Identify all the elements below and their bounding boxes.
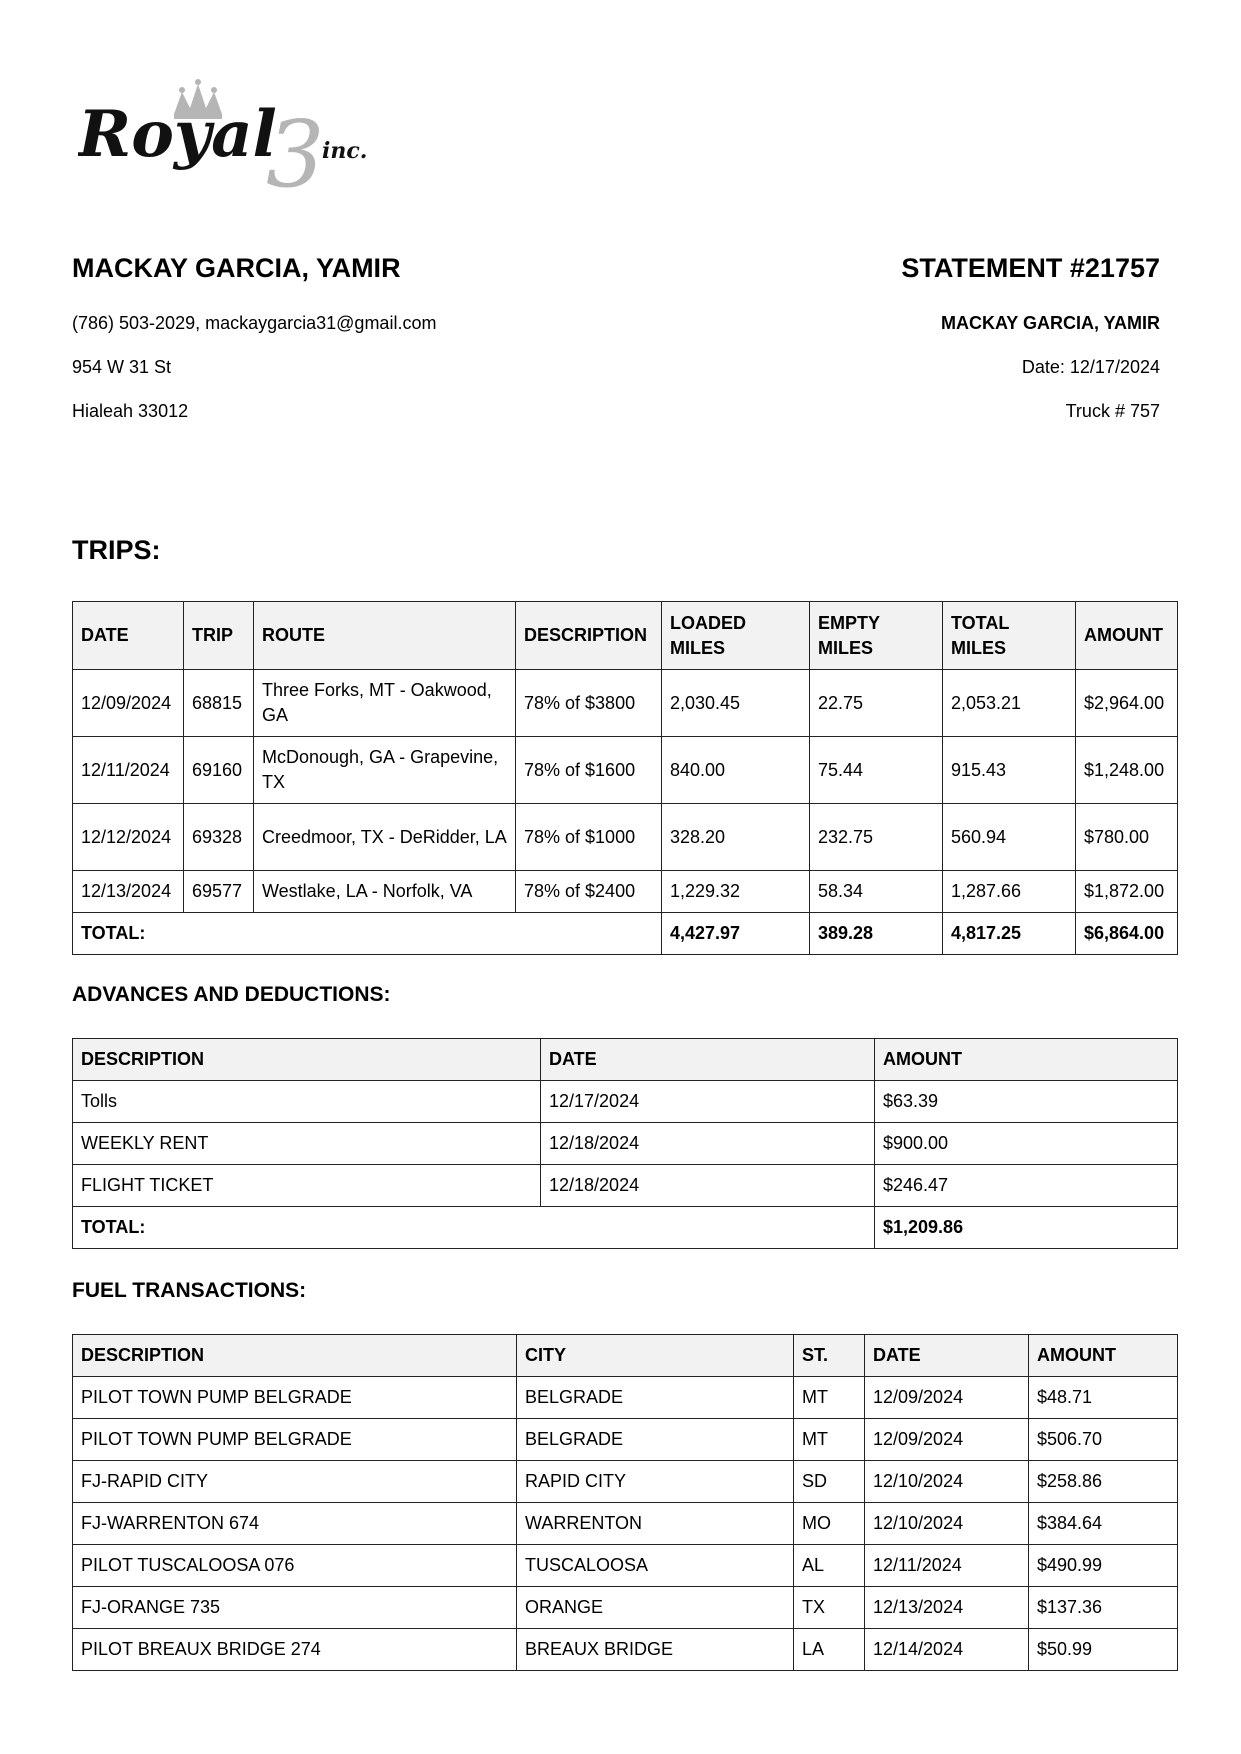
fuel-date: 12/14/2024 [865,1629,1029,1671]
driver-address-line1: 954 W 31 St [72,357,172,377]
table-row [73,737,1178,804]
total-label: TOTAL: [73,1207,875,1249]
logo-wordmark: Royal [78,97,277,172]
fuel-date: 12/10/2024 [865,1461,1029,1503]
fuel-date: 12/10/2024 [865,1503,1029,1545]
trip-date: 12/09/2024 [73,670,184,737]
col-empty-miles: EMPTY MILES [810,602,943,670]
col-amount: AMOUNT [1076,602,1178,670]
table-row [73,1587,1178,1629]
trip-total-miles: 560.94 [943,804,1076,871]
trip-date: 12/12/2024 [73,804,184,871]
trip-number: 69328 [184,804,254,871]
fuel-date: 12/09/2024 [865,1377,1029,1419]
table-row [73,1461,1178,1503]
total-amount: $6,864.00 [1076,913,1178,955]
fuel-city: BREAUX BRIDGE [517,1629,794,1671]
fuel-description: PILOT TUSCALOOSA 076 [73,1545,517,1587]
fuel-amount: $384.64 [1029,1503,1178,1545]
fuel-amount: $258.86 [1029,1461,1178,1503]
fuel-description: PILOT TOWN PUMP BELGRADE [73,1377,517,1419]
deduction-description: FLIGHT TICKET [73,1165,541,1207]
fuel-description: PILOT BREAUX BRIDGE 274 [73,1629,517,1671]
fuel-description: PILOT TOWN PUMP BELGRADE [73,1419,517,1461]
statement-driver-name: MACKAY GARCIA, YAMIR [940,313,1160,333]
table-row [73,1503,1178,1545]
table-row [73,1629,1178,1671]
table-row [73,1165,1178,1207]
trip-number: 69577 [184,871,254,913]
fuel-description: FJ-ORANGE 735 [73,1587,517,1629]
trip-route: Three Forks, MT - Oakwood, GA [254,670,516,737]
trip-loaded-miles: 840.00 [662,737,810,804]
fuel-state: LA [794,1629,865,1671]
col-description: DESCRIPTION [73,1039,541,1081]
trip-description: 78% of $1000 [516,804,662,871]
table-header-row [73,1335,1178,1377]
trip-empty-miles: 22.75 [810,670,943,737]
fuel-date: 12/11/2024 [865,1545,1029,1587]
driver-contact: (786) 503-2029, mackaygarcia31@gmail.com [72,313,437,333]
fuel-state: TX [794,1587,865,1629]
logo-suffix: inc. [322,138,368,164]
col-amount: AMOUNT [875,1039,1178,1081]
trips-heading: TRIPS: [72,535,161,565]
table-row [73,804,1178,871]
fuel-amount: $490.99 [1029,1545,1178,1587]
truck-number: Truck # 757 [1065,401,1160,421]
fuel-city: WARRENTON [517,1503,794,1545]
fuel-city: ORANGE [517,1587,794,1629]
fuel-description: FJ-RAPID CITY [73,1461,517,1503]
deduction-date: 12/18/2024 [541,1123,875,1165]
deduction-date: 12/17/2024 [541,1081,875,1123]
deduction-date: 12/18/2024 [541,1165,875,1207]
trip-loaded-miles: 2,030.45 [662,670,810,737]
total-row [73,913,1178,955]
statement-date: Date: 12/17/2024 [1021,357,1160,377]
table-row [73,1377,1178,1419]
trip-total-miles: 2,053.21 [943,670,1076,737]
trip-empty-miles: 232.75 [810,804,943,871]
col-date: DATE [73,602,184,670]
col-loaded-miles: LOADED MILES [662,602,810,670]
trip-description: 78% of $3800 [516,670,662,737]
fuel-city: RAPID CITY [517,1461,794,1503]
fuel-state: MT [794,1419,865,1461]
deduction-description: Tolls [73,1081,541,1123]
trip-amount: $2,964.00 [1076,670,1178,737]
fuel-table [72,1334,1178,1671]
fuel-heading: FUEL TRANSACTIONS: [72,1279,307,1302]
deduction-amount: $246.47 [875,1165,1178,1207]
trip-amount: $780.00 [1076,804,1178,871]
fuel-date: 12/13/2024 [865,1587,1029,1629]
total-row [73,1207,1178,1249]
table-row [73,871,1178,913]
col-total-miles: TOTAL MILES [943,602,1076,670]
total-miles: 4,817.25 [943,913,1076,955]
fuel-amount: $48.71 [1029,1377,1178,1419]
trip-empty-miles: 75.44 [810,737,943,804]
trip-route: Creedmoor, TX - DeRidder, LA [254,804,516,871]
trip-loaded-miles: 1,229.32 [662,871,810,913]
driver-address-line2: Hialeah 33012 [72,401,189,421]
royal3-logo-graphic [78,78,388,193]
col-route: ROUTE [254,602,516,670]
trip-number: 68815 [184,670,254,737]
trip-empty-miles: 58.34 [810,871,943,913]
col-date: DATE [541,1039,875,1081]
trip-route: McDonough, GA - Grapevine, TX [254,737,516,804]
trip-number: 69160 [184,737,254,804]
advances-heading: ADVANCES AND DEDUCTIONS: [72,983,391,1006]
fuel-state: MO [794,1503,865,1545]
fuel-amount: $50.99 [1029,1629,1178,1671]
trip-amount: $1,248.00 [1076,737,1178,804]
col-description: DESCRIPTION [73,1335,517,1377]
trip-loaded-miles: 328.20 [662,804,810,871]
table-row [73,1081,1178,1123]
col-trip: TRIP [184,602,254,670]
table-row [73,1419,1178,1461]
fuel-state: MT [794,1377,865,1419]
trip-description: 78% of $1600 [516,737,662,804]
trip-date: 12/13/2024 [73,871,184,913]
fuel-city: BELGRADE [517,1419,794,1461]
deduction-description: WEEKLY RENT [73,1123,541,1165]
total-empty-miles: 389.28 [810,913,943,955]
trip-total-miles: 915.43 [943,737,1076,804]
fuel-state: AL [794,1545,865,1587]
table-row [73,670,1178,737]
trip-route: Westlake, LA - Norfolk, VA [254,871,516,913]
driver-name: MACKAY GARCIA, YAMIR [72,253,401,283]
logo-numeral: 3 [266,101,325,193]
col-description: DESCRIPTION [516,602,662,670]
table-row [73,1545,1178,1587]
trip-total-miles: 1,287.66 [943,871,1076,913]
total-amount: $1,209.86 [875,1207,1178,1249]
table-row [73,1123,1178,1165]
total-label: TOTAL: [73,913,662,955]
col-date: DATE [865,1335,1029,1377]
col-city: CITY [517,1335,794,1377]
col-state: ST. [794,1335,865,1377]
trip-date: 12/11/2024 [73,737,184,804]
table-header-row [73,1039,1178,1081]
fuel-city: TUSCALOOSA [517,1545,794,1587]
fuel-state: SD [794,1461,865,1503]
fuel-city: BELGRADE [517,1377,794,1419]
trips-table [72,601,1178,955]
fuel-description: FJ-WARRENTON 674 [73,1503,517,1545]
total-loaded-miles: 4,427.97 [662,913,810,955]
deduction-amount: $63.39 [875,1081,1178,1123]
fuel-amount: $137.36 [1029,1587,1178,1629]
trip-amount: $1,872.00 [1076,871,1178,913]
statement-title: STATEMENT #21757 [901,253,1160,283]
fuel-date: 12/09/2024 [865,1419,1029,1461]
advances-table [72,1038,1178,1249]
table-header-row [73,602,1178,670]
company-logo [78,78,388,193]
col-amount: AMOUNT [1029,1335,1178,1377]
fuel-amount: $506.70 [1029,1419,1178,1461]
deduction-amount: $900.00 [875,1123,1178,1165]
trip-description: 78% of $2400 [516,871,662,913]
